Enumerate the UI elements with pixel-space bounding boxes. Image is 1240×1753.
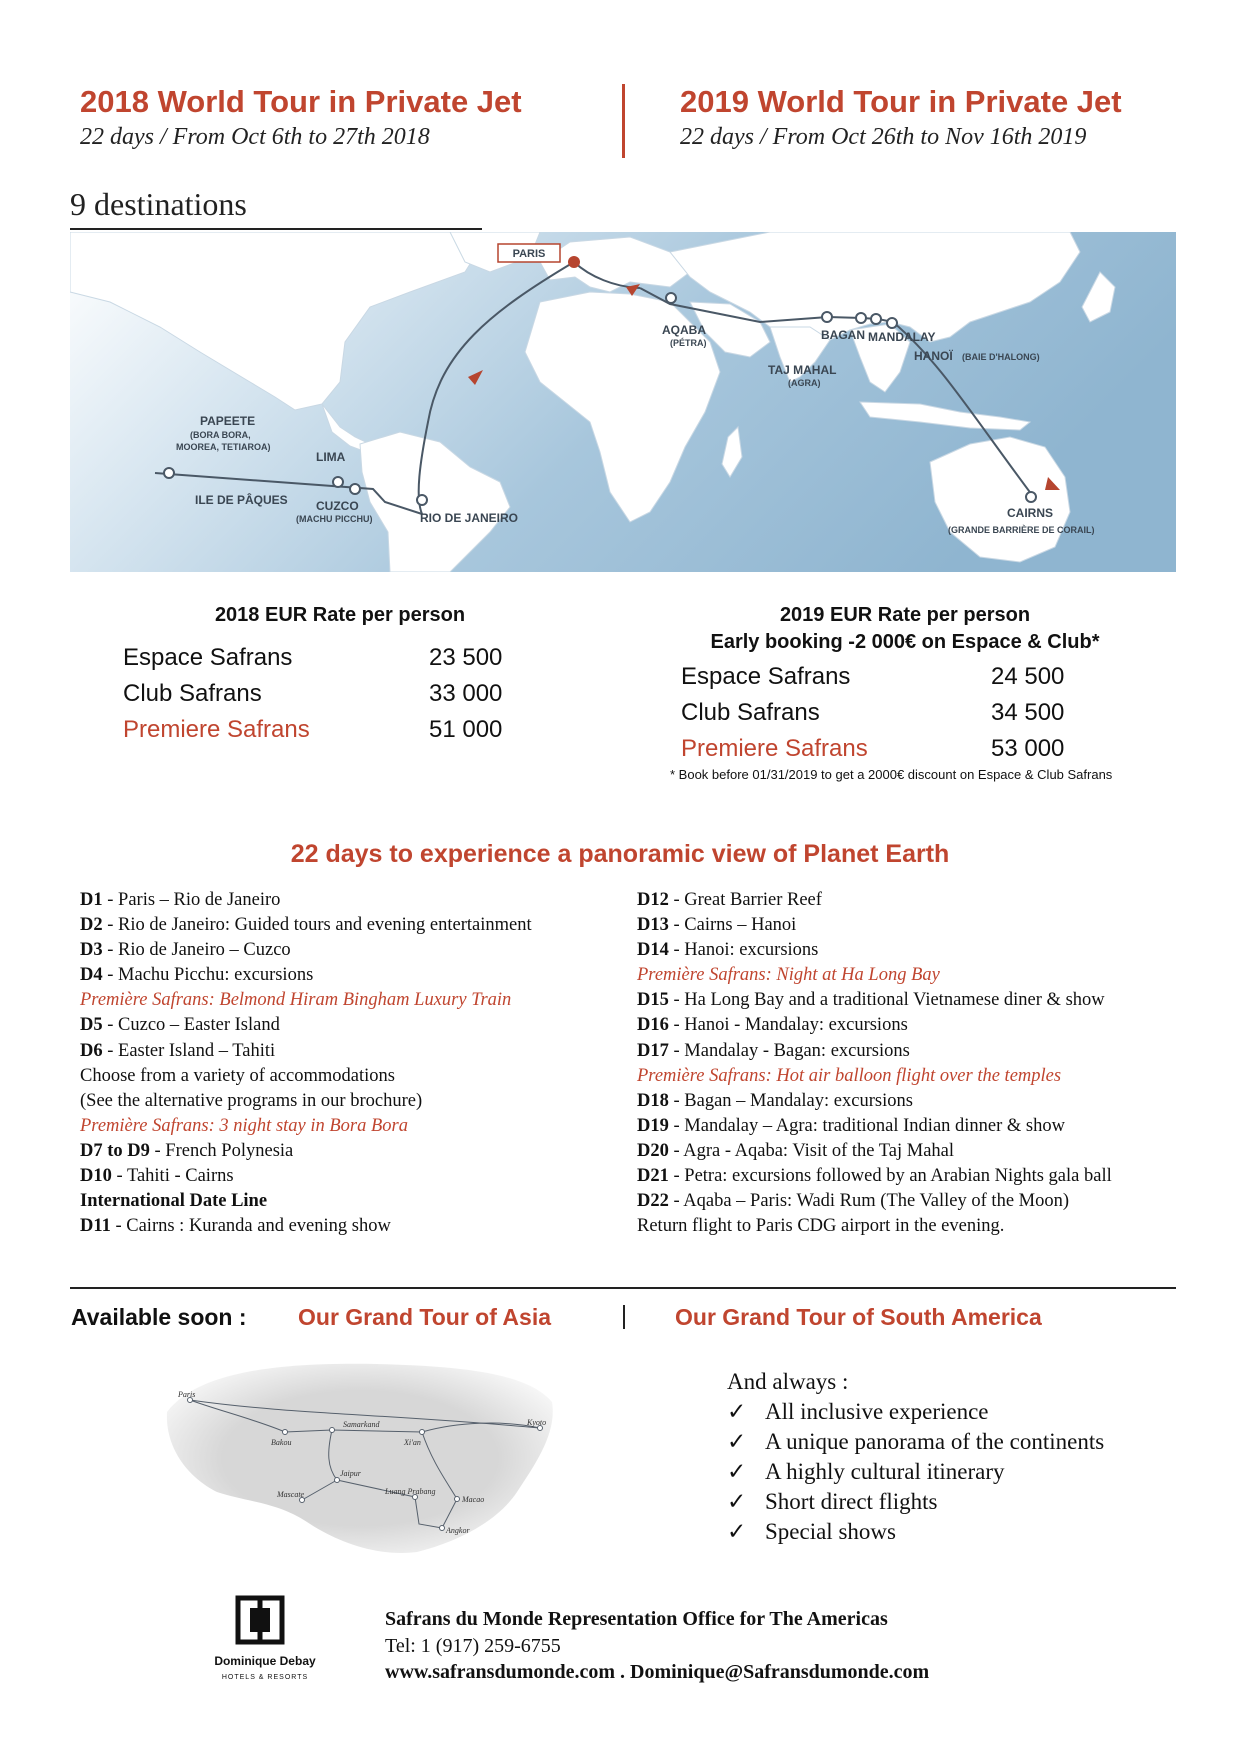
always-item: ✓ A highly cultural itinerary	[727, 1457, 1104, 1487]
rate-name: Espace Safrans	[123, 644, 293, 671]
asia-stop-jaipur	[335, 1478, 340, 1483]
label-rio: RIO DE JANEIRO	[420, 511, 519, 525]
rate-value: 34 500	[991, 699, 1065, 726]
day-label: D22	[637, 1191, 669, 1212]
itinerary-heading: 22 days to experience a panoramic view of Planet Earth	[290, 840, 950, 868]
asia-stop-bakou	[283, 1430, 288, 1435]
rates-2019-table	[681, 663, 1081, 771]
rate-row-premiere-2018	[123, 716, 523, 752]
rate-value: 24 500	[991, 663, 1065, 690]
asia-stop-macao	[455, 1497, 460, 1502]
rate-row-club-2019	[681, 699, 1081, 735]
day-label: D3	[80, 940, 103, 961]
itinerary-line	[80, 888, 640, 913]
itinerary-line	[637, 1189, 1197, 1214]
rates-2018-table	[123, 644, 523, 752]
tour-2019-title: 2019 World Tour in Private Jet	[680, 84, 1122, 119]
route-map	[70, 232, 1176, 572]
itinerary-line	[637, 988, 1197, 1013]
label-hanoi: HANOÏ	[914, 349, 953, 363]
day-description: - French Polynesia	[149, 1140, 294, 1161]
stop-aqaba	[666, 293, 676, 303]
day-label: D4	[80, 965, 103, 986]
label-cairns-sub: (GRANDE BARRIÈRE DE CORAIL)	[948, 525, 1095, 535]
rate-value: 33 000	[429, 680, 503, 707]
itinerary-line	[80, 1114, 640, 1139]
day-label: International Date Line	[80, 1191, 268, 1212]
asia-label-luang-prabang: Luang Prabang	[385, 1487, 436, 1496]
rate-name: Club Safrans	[681, 699, 820, 726]
day-description: - Rio de Janeiro – Cuzco	[102, 940, 291, 961]
stop-taj	[822, 312, 832, 322]
asia-label-jaipur: Jaipur	[340, 1469, 361, 1478]
stop-cuzco	[350, 484, 360, 494]
check-icon: ✓	[727, 1429, 747, 1454]
itinerary-line	[637, 913, 1197, 938]
destinations-heading: 9 destinations	[70, 186, 247, 222]
day-label: D2	[80, 915, 103, 936]
label-taj-sub: (AGRA)	[788, 378, 821, 388]
label-cuzco-sub: (MACHU PICCHU)	[296, 514, 373, 524]
label-papeete: PAPEETE	[200, 414, 256, 428]
day-label: D10	[80, 1166, 112, 1187]
stop-mandalay	[871, 314, 881, 324]
day-label: D1	[80, 890, 103, 910]
day-description: - Machu Picchu: excursions	[102, 965, 314, 986]
rate-row-espace-2019	[681, 663, 1081, 699]
label-hanoi-sub: (BAIE D'HALONG)	[962, 352, 1040, 362]
rate-value: 51 000	[429, 716, 503, 743]
always-item: ✓ A unique panorama of the continents	[727, 1427, 1104, 1457]
rate-name: Premiere Safrans	[123, 716, 310, 743]
always-item: ✓ All inclusive experience	[727, 1397, 1104, 1427]
itinerary-left-column	[80, 888, 640, 1239]
rate-row-premiere-2019	[681, 735, 1081, 771]
itinerary-line	[80, 1013, 640, 1038]
rate-value: 53 000	[991, 735, 1065, 762]
day-label: D7 to D9	[80, 1140, 150, 1161]
day-label: D6	[80, 1040, 103, 1061]
day-label: D20	[637, 1140, 669, 1161]
label-cairns: CAIRNS	[1007, 506, 1054, 520]
day-label: D12	[637, 890, 669, 910]
day-label: D14	[637, 940, 669, 961]
day-description: - Cairns – Hanoi	[668, 915, 797, 936]
day-label: D16	[637, 1015, 669, 1036]
itinerary-line	[80, 1064, 640, 1089]
itinerary-line	[80, 963, 640, 988]
office-phone: Tel: 1 (917) 259-6755	[385, 1635, 561, 1657]
section-divider	[70, 1287, 1176, 1289]
premiere-note: Première Safrans: Belmond Hiram Bingham Luxury Train	[80, 990, 512, 1011]
asia-map-svg	[157, 1352, 567, 1562]
label-ile-de-paques: ILE DE PÂQUES	[195, 493, 288, 507]
day-description: - Tahiti - Cairns	[111, 1166, 234, 1187]
itinerary-line	[637, 1214, 1197, 1239]
asia-label-xian: Xi'an	[404, 1438, 421, 1447]
day-description: - Ha Long Bay and a traditional Vietnamese diner & show	[668, 990, 1105, 1011]
itinerary-line	[80, 988, 640, 1013]
itinerary-line	[80, 1039, 640, 1064]
day-description: - Hanoi - Mandalay: excursions	[668, 1015, 908, 1036]
tour-divider	[623, 1305, 625, 1329]
rates-2019-heading: 2019 EUR Rate per person	[779, 604, 1031, 626]
asia-label-macao: Macao	[462, 1495, 485, 1504]
premiere-note: Première Safrans: Hot air balloon flight over the temples	[637, 1065, 1062, 1086]
stop-bagan	[856, 313, 866, 323]
day-description: - Easter Island – Tahiti	[102, 1040, 276, 1061]
day-description: - Hanoi: excursions	[668, 940, 819, 961]
day-label: D15	[637, 990, 669, 1011]
check-icon: ✓	[727, 1489, 747, 1514]
tour-south-america-link[interactable]: Our Grand Tour of South America	[675, 1304, 1042, 1330]
company-logo	[205, 1594, 325, 1694]
always-item: ✓ Special shows	[727, 1517, 1104, 1547]
itinerary-line	[637, 1064, 1197, 1089]
day-description: - Agra - Aqaba: Visit of the Taj Mahal	[668, 1140, 955, 1161]
day-description: - Mandalay – Agra: traditional Indian dinner & show	[668, 1115, 1065, 1136]
itinerary-line	[637, 938, 1197, 963]
day-description: (See the alternative programs in our brochure)	[80, 1090, 423, 1111]
tour-2018-subtitle: 22 days / From Oct 6th to 27th 2018	[80, 124, 430, 150]
check-icon: ✓	[727, 1519, 747, 1544]
day-label: D19	[637, 1115, 669, 1136]
itinerary-right-column	[637, 888, 1197, 1239]
day-label: D21	[637, 1166, 669, 1187]
asia-label-mascate: Mascate	[277, 1490, 305, 1499]
rates-2019-subheading: Early booking -2 000€ on Espace & Club*	[710, 631, 1100, 653]
itinerary-line	[637, 1139, 1197, 1164]
rates-footnote: * Book before 01/31/2019 to get a 2000€ discount on Espace & Club Safrans	[670, 767, 1113, 782]
day-label: D13	[637, 915, 669, 936]
itinerary-line	[80, 913, 640, 938]
rate-value: 23 500	[429, 644, 503, 671]
day-description: - Paris – Rio de Janeiro	[102, 890, 281, 910]
premiere-note: Première Safrans: 3 night stay in Bora Bora	[80, 1115, 409, 1136]
asia-label-paris: Paris	[178, 1390, 196, 1399]
label-paris: PARIS	[512, 248, 546, 260]
label-papeete-sub1: (BORA BORA,	[190, 430, 251, 440]
itinerary-line	[637, 1013, 1197, 1038]
asia-stop-xian	[420, 1430, 425, 1435]
day-label: D17	[637, 1040, 669, 1061]
asia-label-bakou: Bakou	[271, 1438, 292, 1447]
label-lima: LIMA	[316, 450, 346, 464]
rate-name: Premiere Safrans	[681, 735, 868, 762]
always-item: ✓ Short direct flights	[727, 1487, 1104, 1517]
label-aqaba-sub: (PÉTRA)	[670, 338, 707, 348]
day-description: Choose from a variety of accommodations	[80, 1065, 395, 1086]
day-description: - Mandalay - Bagan: excursions	[668, 1040, 910, 1061]
check-icon: ✓	[727, 1459, 747, 1484]
day-label: D5	[80, 1015, 103, 1036]
office-title: Safrans du Monde Representation Office for The Americas	[385, 1608, 888, 1630]
tour-2019-subtitle: 22 days / From Oct 26th to Nov 16th 2019	[680, 124, 1087, 150]
day-description: - Cuzco – Easter Island	[102, 1015, 280, 1036]
asia-stop-samarkand	[330, 1428, 335, 1433]
stop-hanoi	[887, 318, 897, 328]
rate-row-club-2018	[123, 680, 523, 716]
itinerary-line	[637, 1114, 1197, 1139]
day-description: - Cairns : Kuranda and evening show	[110, 1216, 391, 1237]
day-description: - Aqaba – Paris: Wadi Rum (The Valley of the Moon)	[668, 1191, 1070, 1212]
itinerary-line	[80, 1139, 640, 1164]
rate-name: Espace Safrans	[681, 663, 851, 690]
day-label: D11	[80, 1216, 111, 1237]
stop-cairns	[1026, 492, 1036, 502]
label-papeete-sub2: MOOREA, TETIAROA)	[176, 442, 271, 452]
check-icon: ✓	[727, 1399, 747, 1424]
day-description: - Petra: excursions followed by an Arabian Nights gala ball	[668, 1166, 1112, 1187]
tour-asia-link[interactable]: Our Grand Tour of Asia	[298, 1304, 552, 1330]
label-mandalay: MANDALAY	[868, 330, 936, 344]
itinerary-line	[637, 888, 1197, 913]
asia-stop-angkor	[440, 1526, 445, 1531]
stop-papeete	[164, 468, 174, 478]
asia-label-kyoto: Kyoto	[527, 1418, 547, 1427]
office-web-email[interactable]: www.safransdumonde.com . Dominique@Safransdumonde.com	[385, 1661, 930, 1683]
asia-label-angkor: Angkor	[446, 1526, 470, 1535]
logo-subtitle: HOTELS & RESORTS	[221, 1674, 309, 1681]
itinerary-line	[637, 1164, 1197, 1189]
itinerary-line	[80, 1164, 640, 1189]
tour-2018-title: 2018 World Tour in Private Jet	[80, 84, 522, 119]
logo-mark-icon	[205, 1594, 325, 1654]
stop-rio	[417, 495, 427, 505]
day-description: - Rio de Janeiro: Guided tours and evening entertainment	[102, 915, 532, 936]
header-divider	[622, 84, 625, 158]
label-taj: TAJ MAHAL	[768, 363, 837, 377]
destinations-underline	[70, 228, 482, 230]
stop-paris	[568, 256, 580, 268]
itinerary-line	[637, 963, 1197, 988]
itinerary-line	[80, 1089, 640, 1114]
always-list	[727, 1367, 1104, 1547]
itinerary-line	[637, 1039, 1197, 1064]
day-description: - Bagan – Mandalay: excursions	[668, 1090, 913, 1111]
rate-name: Club Safrans	[123, 680, 262, 707]
asia-label-samarkand: Samarkand	[343, 1420, 380, 1429]
label-aqaba: AQABA	[662, 323, 706, 337]
premiere-note: Première Safrans: Night at Ha Long Bay	[637, 965, 940, 986]
logo-name: Dominique Debay	[214, 1654, 316, 1668]
day-description: - Great Barrier Reef	[668, 890, 822, 910]
stop-lima	[333, 477, 343, 487]
itinerary-line	[80, 1189, 640, 1214]
itinerary-line	[637, 1089, 1197, 1114]
rate-row-espace-2018	[123, 644, 523, 680]
day-label: D18	[637, 1090, 669, 1111]
itinerary-line	[80, 1214, 640, 1239]
label-bagan: BAGAN	[821, 328, 865, 342]
itinerary-line	[80, 938, 640, 963]
route-map-svg	[70, 232, 1176, 572]
label-cuzco: CUZCO	[316, 499, 359, 513]
asia-map	[157, 1352, 567, 1562]
day-description: Return flight to Paris CDG airport in the evening.	[637, 1216, 1005, 1237]
always-heading: And always :	[727, 1369, 849, 1394]
available-soon-label: Available soon :	[71, 1304, 247, 1330]
rates-2018-heading: 2018 EUR Rate per person	[214, 604, 466, 626]
